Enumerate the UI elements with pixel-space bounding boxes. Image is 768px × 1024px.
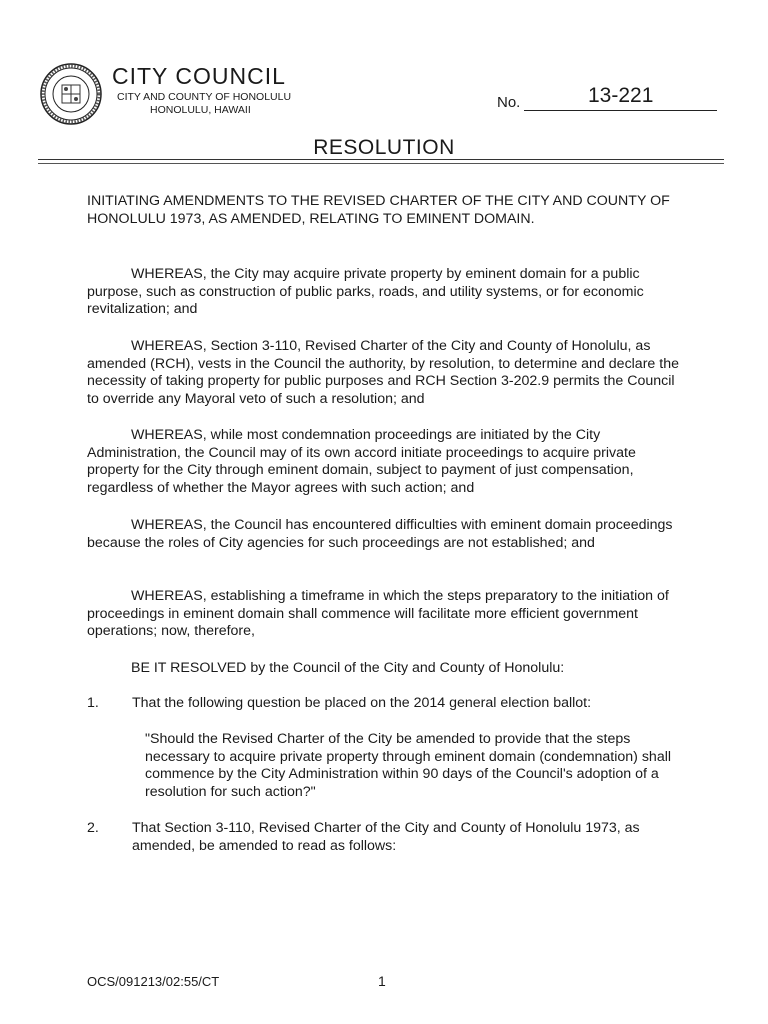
council-subtitle: CITY AND COUNTY OF HONOLULU	[117, 91, 292, 103]
item-text-1: That the following question be placed on the 2014 general election ballot:	[132, 695, 592, 711]
ballot-question: "Should the Revised Charter of the City be amended to provide that the steps necessary to acquire private property through eminent domain (condemnation) shall commence by the City Administration within 90 days of the Council's adoption of a resolution for such action?"	[145, 731, 672, 800]
resolved-clause: BE IT RESOLVED by the Council of the City and County of Honolulu:	[131, 660, 565, 676]
header-divider	[38, 159, 724, 160]
resolution-number-label: No.	[497, 94, 521, 111]
council-title: CITY COUNCIL	[112, 63, 286, 89]
resolution-number: 13-221	[588, 84, 654, 107]
city-seal-icon	[40, 63, 102, 125]
council-location: HONOLULU, HAWAII	[150, 104, 251, 116]
whereas-clause-3: WHEREAS, while most condemnation proceedings are initiated by the City Administration, the Council may of its own accord initiate proceedings to acquire private property for the City through eminent domain, subject to payment of just compensation, regardless of whether the Mayor agrees with such action; and	[87, 427, 636, 496]
whereas-clause-5: WHEREAS, establishing a timeframe in which the steps preparatory to the initiation of proceedings in eminent domain shall commence will facilitate more efficient government operations; now, therefore,	[87, 588, 669, 639]
footer-document-code: OCS/091213/02:55/CT	[87, 974, 220, 989]
document-type-title: RESOLUTION	[313, 136, 455, 159]
whereas-clause-2: WHEREAS, Section 3-110, Revised Charter of the City and County of Honolulu, as amended (RCH), vests in the Council the authority, by resolution, to determine and declare the necessity of taking property for public purposes and RCH Section 3-202.9 permits the Council to override any Mayoral veto of such a resolution; and	[87, 338, 679, 407]
item-text-2: That Section 3-110, Revised Charter of the City and County of Honolulu 1973, as amended, be amended to read as follows:	[132, 820, 640, 854]
whereas-clause-1: WHEREAS, the City may acquire private property by eminent domain for a public purpose, such as construction of public parks, roads, and utility systems, or for economic revitalization; and	[87, 266, 644, 317]
resolution-number-underline	[524, 110, 717, 111]
item-number-2: 2.	[87, 820, 99, 836]
header-divider-secondary	[38, 163, 724, 164]
resolution-subject: INITIATING AMENDMENTS TO THE REVISED CHARTER OF THE CITY AND COUNTY OF HONOLULU 1973, AS AMENDED, RELATING TO EMINENT DOMAIN.	[87, 193, 670, 227]
page-number: 1	[378, 973, 386, 989]
item-number-1: 1.	[87, 695, 99, 711]
whereas-clause-4: WHEREAS, the Council has encountered difficulties with eminent domain proceedings because the roles of City agencies for such proceedings are not established; and	[87, 517, 673, 551]
